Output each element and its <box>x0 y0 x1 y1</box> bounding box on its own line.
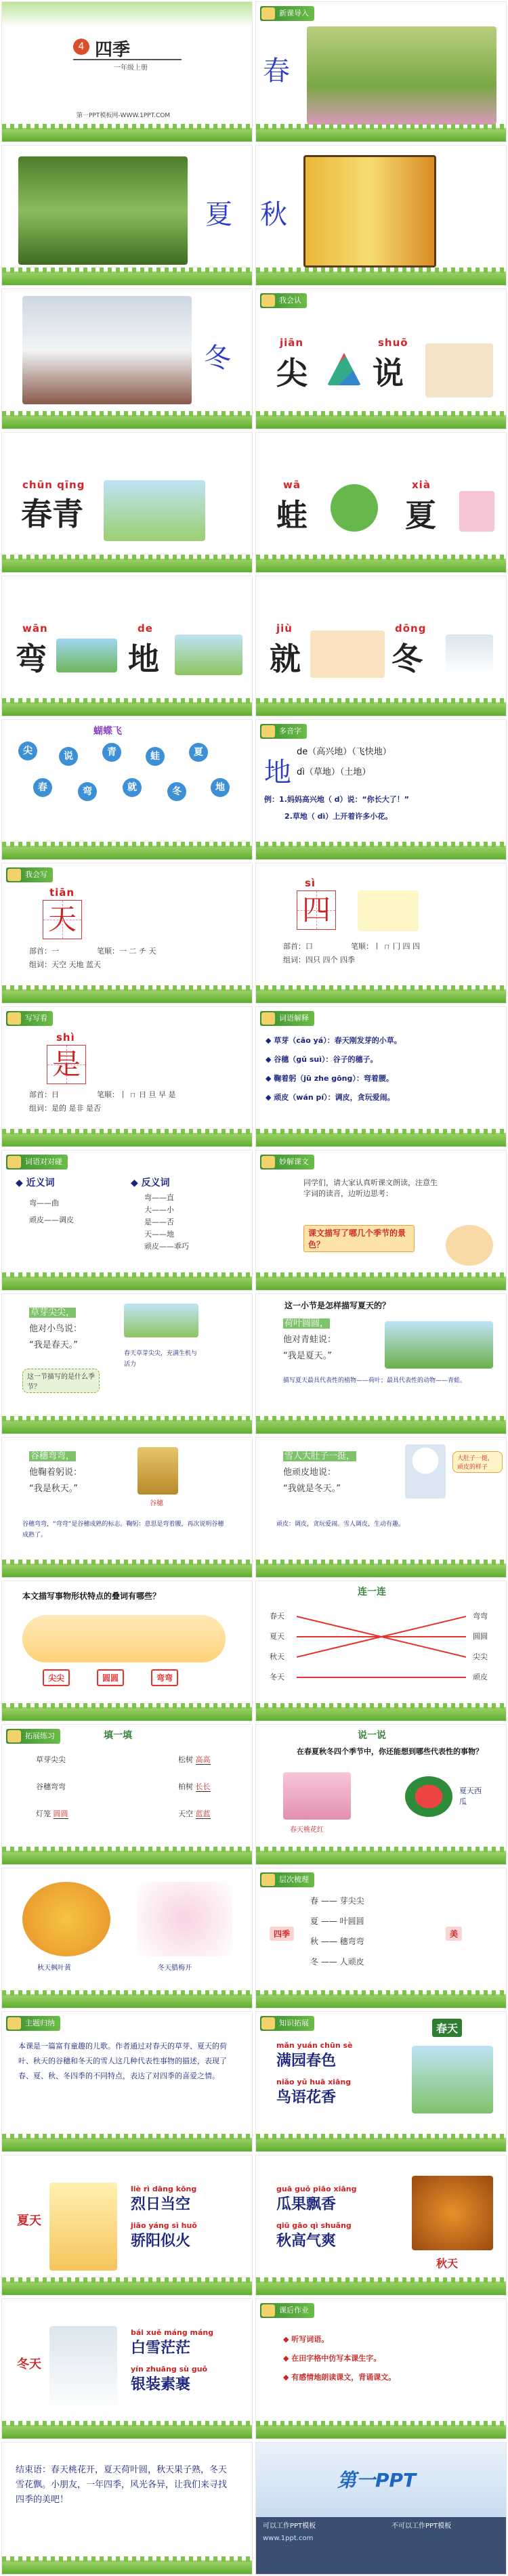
game-title: 蝴蝶飞 <box>93 726 122 737</box>
conclusion-text: 结束语：春天桃花开，夏天荷叶圆，秋天果子熟，冬天雪花飘。小朋友，一年四季，风光各异，让我们来寻找四季的美吧！ <box>16 2465 228 2505</box>
match-lines <box>297 1608 466 1683</box>
slide-18-reading[interactable] <box>255 1150 507 1291</box>
fill-item: 柏树 长长 <box>178 1782 211 1791</box>
idiom: 骄阳似火 <box>131 2233 191 2250</box>
question-title: 这一小节是怎样描写夏天的？ <box>284 1301 391 1310</box>
section-header: 层次梳理 <box>260 1872 314 1887</box>
idiom: 白雪茫茫 <box>131 2340 191 2357</box>
callout-bubble: 大肚子一挺，顽皮的样子 <box>452 1451 503 1473</box>
season-tag: 冬天 <box>17 2357 41 2371</box>
char-de: 地 <box>128 641 159 677</box>
answer-tag: 尖尖 <box>43 1669 70 1686</box>
answer-label: 夏天西瓜 <box>459 1786 482 1806</box>
discuss-title: 说一说 <box>358 1730 386 1741</box>
answer-tag: 弯弯 <box>151 1669 178 1686</box>
butterfly-char[interactable]: 地 <box>211 778 230 797</box>
lesson-title <box>73 37 182 60</box>
pinyin-chun-qing: chūn qīng <box>22 479 85 491</box>
synonym-title: ◆ 近义词 <box>16 1178 55 1188</box>
butterfly-char[interactable]: 蛙 <box>146 747 165 766</box>
char-xia: 夏 <box>405 497 436 534</box>
fill-item: 灯笼 圆圆 <box>36 1809 68 1818</box>
instruction-text: 同学们，请大家认真听课文朗读，注意生字词的读音，边听边思考： <box>303 1178 438 1198</box>
grain-label: 谷穗 <box>150 1500 163 1507</box>
pinyin-de: de <box>137 622 153 635</box>
pinyin-wan: wān <box>22 622 48 635</box>
discuss-question: 在春夏秋冬四个季节中，你还能想到哪些代表性的事物？ <box>297 1747 483 1756</box>
slide-7-chun-qing[interactable] <box>1 432 253 573</box>
spring-field-image <box>307 26 496 125</box>
verse-line: “我是夏天。” <box>283 1351 332 1361</box>
slide-25-fill-in[interactable] <box>1 1724 253 1865</box>
pinyin-tian: tiān <box>49 886 75 899</box>
ducks-image <box>358 890 419 931</box>
antonym-item: 是——否 <box>144 1218 174 1226</box>
stroke-order: 笔顺：丨 ㄇ 冂 四 四 <box>351 942 420 951</box>
answer-label: 冬天腊梅开 <box>158 1965 192 1972</box>
radical: 部首：日 <box>29 1090 59 1099</box>
pinyin-jian: jiān <box>280 337 304 349</box>
example-2: 2.草地（ dì）上开着许多小花。 <box>284 812 393 821</box>
section-header: 拓展练习 <box>6 1729 60 1744</box>
pinyin-si: sì <box>305 877 316 889</box>
verse-line: “我是春天。” <box>29 1340 78 1350</box>
verse-line: 雪人大肚子一挺， <box>284 1451 356 1461</box>
homework-item: ◆ 在田字格中仿写本课生字。 <box>283 2354 381 2363</box>
question-text: 本文描写事物形状特点的叠词有哪些？ <box>22 1591 161 1601</box>
slide-10-jiu-dong[interactable] <box>255 576 507 716</box>
reading-de: de（高兴地）（飞快地） <box>297 747 391 757</box>
spring-char: 春 <box>263 56 290 87</box>
slide-23-reduplication[interactable] <box>1 1581 253 1721</box>
match-right[interactable]: 顽皮 <box>473 1673 488 1681</box>
synonym-item: 顽皮——调皮 <box>29 1216 74 1224</box>
antonym-item: 弯——直 <box>144 1193 174 1202</box>
snowman-image <box>405 1444 446 1499</box>
kids-image <box>446 1225 493 1266</box>
match-left[interactable]: 秋天 <box>270 1652 284 1661</box>
kids-image <box>310 630 385 678</box>
section-header: 多音字 <box>260 724 307 739</box>
word-group: 组词：四只 四个 四季 <box>283 956 355 964</box>
slide-31-summer-idioms[interactable] <box>1 2155 253 2296</box>
slide-2-intro-spring[interactable] <box>255 1 507 142</box>
slide-34-homework[interactable] <box>255 2298 507 2439</box>
peach-blossom-image <box>283 1772 351 1820</box>
match-title: 连一连 <box>358 1587 386 1597</box>
slide-32-autumn-idioms[interactable] <box>255 2155 507 2296</box>
slide-30-spring-idioms[interactable] <box>255 2011 507 2152</box>
fill-title: 填一填 <box>104 1730 132 1741</box>
structure-label: 四季 <box>270 1927 294 1941</box>
answer-label: 春天桃花红 <box>290 1826 324 1834</box>
winter-image <box>49 2326 117 2414</box>
char-dong: 冬 <box>391 641 423 677</box>
idiom: 鸟语花香 <box>276 2089 337 2106</box>
word-group: 组词：是的 是非 是否 <box>29 1104 101 1113</box>
homework-item: ◆ 有感情地朗读课文，背诵课文。 <box>283 2373 396 2382</box>
verse-line: “我就是冬天。” <box>283 1484 341 1494</box>
maple-tree-image <box>22 1882 110 1956</box>
verse-line: 他对小鸟说： <box>29 1324 83 1334</box>
synonym-item: 弯——曲 <box>29 1199 59 1207</box>
pinyin-jiu: jiù <box>276 622 293 635</box>
vocab-item: ◆ 鞠着躬（jū zhe gōng）：弯着腰。 <box>266 1074 394 1083</box>
section-header: 写写看 <box>6 1011 53 1026</box>
slide-22-winter-verse[interactable] <box>255 1437 507 1578</box>
lotus-image <box>18 156 188 265</box>
grain-ear-image <box>137 1447 178 1495</box>
slide-29-theme[interactable] <box>1 2011 253 2152</box>
slide-27-autumn-winter[interactable] <box>1 1868 253 2009</box>
stroke-order: 笔顺：一 二 チ 天 <box>97 947 156 956</box>
lotus-pond-image <box>385 1321 493 1369</box>
butterfly-char[interactable]: 尖 <box>18 742 37 760</box>
section-header: 词语解释 <box>260 1011 314 1026</box>
answer-note: 顽皮：调皮，贪玩爱闹。雪人调皮，生动有趣。 <box>276 1521 405 1528</box>
section-header: 我会写 <box>6 867 53 882</box>
vocab-item: ◆ 草芽（cǎo yá）：春天刚发芽的小草。 <box>266 1036 402 1045</box>
slide-21-autumn-verse[interactable] <box>1 1437 253 1578</box>
fill-item: 草芽尖尖 <box>36 1755 66 1764</box>
slide-35-conclusion[interactable] <box>1 2442 253 2575</box>
vocab-item: ◆ 谷穗（gǔ suì）：谷子的穗子。 <box>266 1055 378 1064</box>
fill-item: 松树 高高 <box>178 1755 211 1764</box>
verse-line: 他顽皮地说： <box>283 1467 337 1478</box>
butterfly-char[interactable]: 说 <box>59 747 78 766</box>
char-jian: 尖 <box>276 355 308 391</box>
slide-15-write-shi[interactable] <box>1 1006 253 1147</box>
land-image <box>175 635 242 675</box>
verse-line: 草芽尖尖， <box>30 1308 75 1318</box>
match-right[interactable]: 圆圆 <box>473 1632 488 1641</box>
slide-24-match[interactable] <box>255 1581 507 1721</box>
tianzige-box: 是 <box>47 1045 86 1084</box>
char-di: 地 <box>264 757 291 788</box>
slide-26-discuss[interactable] <box>255 1724 507 1865</box>
grade-label: 一年级上册 <box>114 64 148 72</box>
verse-line: 他对青蛙说： <box>283 1335 337 1345</box>
spring-image <box>412 2046 493 2113</box>
answer-note: 谷穗弯弯，“弯弯”是谷穗成熟的标志。鞠躬：意思是弯着腰，再次说明谷穗成熟了。 <box>22 1521 224 1539</box>
idiom-pinyin: bái xuě máng máng <box>131 2328 214 2337</box>
idiom-pinyin: jiāo yáng sì huǒ <box>131 2221 197 2230</box>
pinyin-shi: shì <box>56 1031 75 1044</box>
match-left[interactable]: 春天 <box>270 1612 284 1620</box>
frog-image <box>331 484 378 532</box>
example-1: 例：1.妈妈高兴地（ d）说：“你长大了！” <box>264 795 409 804</box>
radical: 部首：一 <box>29 947 59 956</box>
slide-16-vocab[interactable] <box>255 1006 507 1147</box>
structure-row: 春 —— 芽尖尖 <box>310 1896 364 1906</box>
reading-di: dì（草地）（土地） <box>297 767 371 777</box>
winter-char: 冬 <box>204 343 231 374</box>
header-icon <box>261 7 275 20</box>
idiom-pinyin: niǎo yǔ huā xiāng <box>276 2078 352 2086</box>
snow-house-image <box>22 296 192 404</box>
idiom: 秋高气爽 <box>276 2233 337 2250</box>
section-header: 知识拓展 <box>260 2016 314 2031</box>
slide-28-structure[interactable] <box>255 1868 507 2009</box>
season-tag: 秋天 <box>436 2257 459 2270</box>
slide-13-write-tian[interactable] <box>1 863 253 1004</box>
season-tag: 春天 <box>432 2019 462 2037</box>
butterfly-char[interactable]: 青 <box>102 743 121 762</box>
antonym-item: 顽皮——乖巧 <box>144 1242 189 1251</box>
lesson-number: 4 <box>73 39 89 55</box>
slide-3-summer[interactable] <box>1 145 253 286</box>
slide-14-write-si[interactable] <box>255 863 507 1004</box>
antonym-item: 天——地 <box>144 1230 174 1239</box>
butterfly-char[interactable]: 夏 <box>189 743 208 762</box>
slide-11-butterfly-game[interactable] <box>1 719 253 860</box>
char-jiu: 就 <box>270 641 301 677</box>
homework-item: ◆ 听写词语。 <box>283 2335 329 2344</box>
tianzige-box: 天 <box>43 900 82 939</box>
match-left[interactable]: 夏天 <box>270 1632 284 1641</box>
verse-line: 他鞠着躬说： <box>29 1467 83 1478</box>
verse-line: 谷穗弯弯， <box>30 1451 75 1461</box>
grass-sprout-image <box>124 1304 198 1337</box>
idiom: 烈日当空 <box>131 2196 191 2213</box>
structure-row: 冬 —— 人顽皮 <box>310 1957 364 1967</box>
pinyin-wa: wā <box>283 479 301 491</box>
section-header: 妙解课文 <box>260 1155 314 1169</box>
char-wan: 弯 <box>16 641 47 677</box>
section-header: 我会认 <box>260 293 307 308</box>
slide-36-ad[interactable] <box>255 2442 507 2575</box>
char-shuo: 说 <box>373 355 404 391</box>
char-chun-qing: 春青 <box>21 496 83 532</box>
autumn-char: 秋 <box>260 199 287 230</box>
idiom: 满园春色 <box>276 2053 337 2069</box>
tianzige-box: 四 <box>297 890 336 930</box>
season-tag: 夏天 <box>17 2214 41 2228</box>
idiom-pinyin: qiū gāo qì shuǎng <box>276 2221 352 2230</box>
section-header: 新课导入 <box>260 6 314 21</box>
slide-5-winter[interactable] <box>1 288 253 429</box>
butterfly-char[interactable]: 冬 <box>167 782 186 801</box>
structure-row: 夏 —— 叶圆圆 <box>310 1916 364 1926</box>
question-bubble: 这一节描写的是什么季节？ <box>22 1369 100 1393</box>
match-left[interactable]: 冬天 <box>270 1673 284 1681</box>
slide-19-spring-verse[interactable] <box>1 1293 253 1434</box>
grass-decoration <box>2 128 252 142</box>
slide-4-autumn[interactable] <box>255 145 507 286</box>
section-header: 词语对对碰 <box>6 1155 68 1169</box>
question-box: 课文描写了哪几个季节的景色？ <box>303 1225 415 1252</box>
fill-item: 天空 蓝蓝 <box>178 1809 211 1818</box>
idiom-pinyin: yín zhuāng sù guǒ <box>131 2365 208 2374</box>
word-group: 组词：天空 天地 蓝天 <box>29 960 101 969</box>
ad-text[interactable]: 可以工作PPT模板 <box>263 2523 316 2530</box>
antonym-title: ◆ 反义词 <box>131 1178 170 1188</box>
children-talking-image <box>425 343 493 398</box>
summer-image <box>459 491 494 532</box>
pinyin-dong: dōng <box>395 622 427 635</box>
ad-url[interactable]: www.1ppt.com <box>263 2535 314 2542</box>
stroke-order: 笔顺：丨 ㄇ 日 旦 早 是 <box>97 1090 176 1099</box>
idiom-pinyin: guā guǒ piāo xiāng <box>276 2185 357 2193</box>
autumn-image <box>412 2176 493 2250</box>
ppt-logo[interactable]: 第一PPT <box>337 2469 417 2491</box>
idiom-pinyin: liè rì dāng kōng <box>131 2185 197 2193</box>
butterfly-char[interactable]: 春 <box>33 778 52 797</box>
vocab-item: ◆ 顽皮（wán pí）：调皮，贪玩爱闹。 <box>266 1093 395 1102</box>
idiom: 银装素裹 <box>131 2376 191 2393</box>
summer-image <box>49 2183 117 2271</box>
winter-image <box>446 635 493 675</box>
section-header: 主题归纳 <box>6 2016 60 2031</box>
section-header: 课后作业 <box>260 2303 314 2318</box>
structure-row: 秋 —— 穗弯弯 <box>310 1937 364 1946</box>
pyramid-image <box>327 353 361 385</box>
verse-line: 荷叶圆圆， <box>284 1318 329 1329</box>
river-image <box>56 639 117 672</box>
pinyin-xia: xià <box>412 479 431 491</box>
structure-end: 美 <box>446 1927 462 1941</box>
slide-33-winter-idioms[interactable] <box>1 2298 253 2439</box>
match-right[interactable]: 弯弯 <box>473 1612 488 1620</box>
slide-20-summer-verse[interactable] <box>255 1293 507 1434</box>
watermelon-image <box>405 1776 452 1817</box>
char-wa: 蛙 <box>276 497 308 534</box>
antonym-item: 大——小 <box>144 1205 174 1214</box>
match-right[interactable]: 尖尖 <box>473 1652 488 1661</box>
radical: 部首：口 <box>283 942 313 951</box>
slide-8-wa-xia[interactable] <box>255 432 507 573</box>
lesson-title-text: 四季 <box>95 40 131 60</box>
kids-rainbow-image <box>22 1615 226 1662</box>
slide-17-synonyms[interactable] <box>1 1150 253 1291</box>
spring-scene-image <box>104 480 205 541</box>
butterfly-char[interactable]: 弯 <box>78 782 97 801</box>
butterfly-char[interactable]: 就 <box>123 778 142 797</box>
answer-label: 秋天枫叶黄 <box>37 1965 71 1972</box>
slide-12-polyphone[interactable] <box>255 719 507 860</box>
site-label: 第一PPT模板网-WWW.1PPT.COM <box>77 112 171 119</box>
summer-char: 夏 <box>205 199 232 230</box>
pinyin-shuo: shuō <box>378 337 408 349</box>
idiom: 瓜果飘香 <box>276 2196 337 2213</box>
slide-1-title[interactable] <box>1 1 253 142</box>
verse-line: “我是秋天。” <box>29 1484 78 1494</box>
ad-text[interactable]: 不可以工作PPT模板 <box>391 2523 452 2530</box>
answer-note: 描写夏天最具代表性的植物——荷叶；最具代表性的动物——青蛙。 <box>283 1377 467 1384</box>
fill-item: 谷穗弯弯 <box>36 1782 66 1791</box>
autumn-window-image <box>303 155 436 267</box>
slide-9-wan-de[interactable] <box>1 576 253 716</box>
answer-tag: 圆圆 <box>97 1669 124 1686</box>
theme-text: 本课是一篇富有童趣的儿歌。作者通过对春天的草芽、夏天的荷叶、秋天的谷穗和冬天的雪人这几种代表性事物的描述，表现了春、夏、秋、冬四季的不同特点，表达了对四季的喜爱之情。 <box>18 2042 227 2080</box>
answer-note: 春天草芽尖尖，充满生机与活力 <box>124 1350 198 1368</box>
idiom-pinyin: mǎn yuán chūn sè <box>276 2041 353 2050</box>
slide-6-recognize[interactable] <box>255 288 507 429</box>
plum-blossom-image <box>137 1882 232 1956</box>
